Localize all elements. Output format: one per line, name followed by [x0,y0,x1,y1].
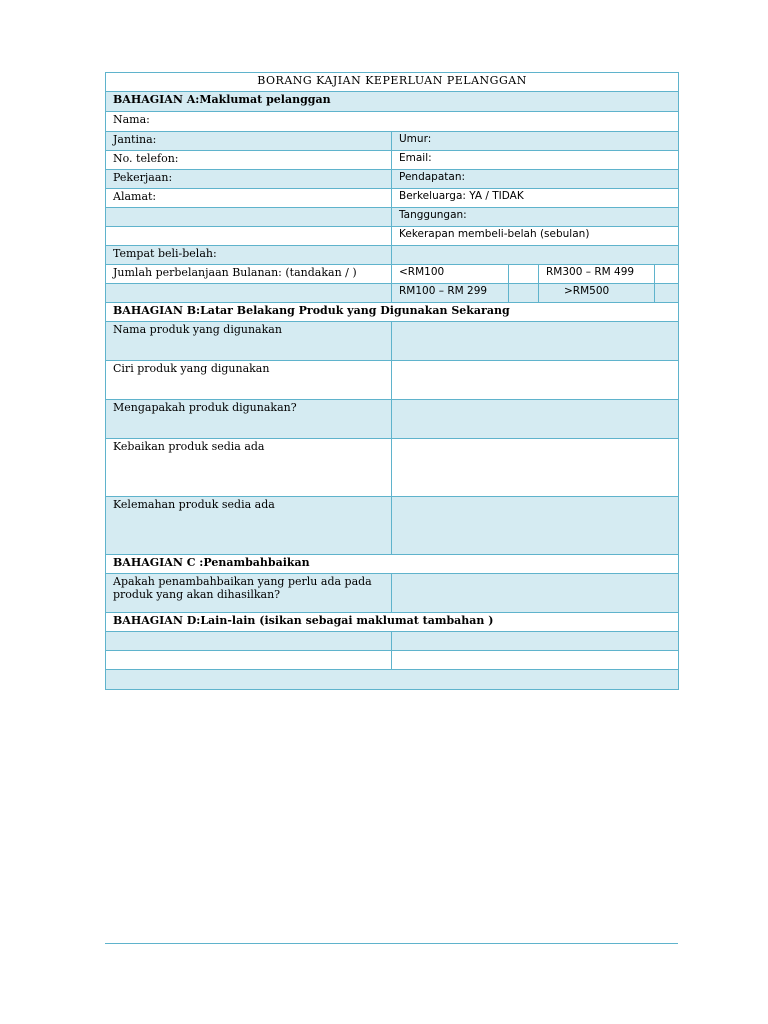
field-berkeluarga[interactable]: Berkeluarga: YA / TIDAK [392,189,679,208]
range-over-500-checkbox[interactable] [655,284,679,303]
field-pekerjaan[interactable]: Pekerjaan: [106,170,392,189]
customer-needs-form [105,72,679,690]
answer-penambahbaikan[interactable] [392,574,679,613]
section-a-heading: BAHAGIAN A:Maklumat pelanggan [106,92,679,112]
label-mengapa: Mengapakah produk digunakan? [106,400,392,439]
field-pendapatan[interactable]: Pendapatan: [392,170,679,189]
lain-lain-row-2-right[interactable] [392,651,679,670]
answer-ciri-produk[interactable] [392,361,679,400]
answer-nama-produk[interactable] [392,322,679,361]
field-alamat[interactable]: Alamat: [106,189,392,208]
field-kekerapan[interactable]: Kekerapan membeli-belah (sebulan) [392,227,679,246]
label-kelemahan: Kelemahan produk sedia ada [106,497,392,555]
field-tanggungan[interactable]: Tanggungan: [392,208,679,227]
range-100-299-label: RM100 – RM 299 [392,284,509,303]
field-alamat-line-3[interactable] [106,227,392,246]
label-kebaikan: Kebaikan produk sedia ada [106,439,392,497]
lain-lain-row-2-left[interactable] [106,651,392,670]
field-alamat-line-2[interactable] [106,208,392,227]
answer-kelemahan[interactable] [392,497,679,555]
range-over-500-label: >RM500 [539,284,655,303]
range-100-299-checkbox[interactable] [509,284,539,303]
label-penambahbaikan: Apakah penambahbaikan yang perlu ada pada produk yang akan dihasilkan? [106,574,392,613]
lain-lain-row-1-left[interactable] [106,632,392,651]
label-nama-produk: Nama produk yang digunakan [106,322,392,361]
field-jumlah-blank [106,284,392,303]
label-ciri-produk: Ciri produk yang digunakan [106,361,392,400]
field-telefon[interactable]: No. telefon: [106,151,392,170]
section-d-heading: BAHAGIAN D:Lain-lain (isikan sebagai maklumat tambahan ) [106,613,679,632]
page-footer-divider [105,943,678,944]
section-c-heading: BAHAGIAN C :Penambahbaikan [106,555,679,574]
field-jumlah: Jumlah perbelanjaan Bulanan: (tandakan / ) [106,265,392,284]
answer-kebaikan[interactable] [392,439,679,497]
lain-lain-row-3[interactable] [106,670,679,690]
field-tempat-answer[interactable] [392,246,679,265]
range-under-100-checkbox[interactable] [509,265,539,284]
field-umur[interactable]: Umur: [392,132,679,151]
lain-lain-row-1-right[interactable] [392,632,679,651]
section-b-heading: BAHAGIAN B:Latar Belakang Produk yang Digunakan Sekarang [106,303,679,322]
form-title: BORANG KAJIAN KEPERLUAN PELANGGAN [106,73,679,92]
field-email[interactable]: Email: [392,151,679,170]
range-under-100-label: <RM100 [392,265,509,284]
range-300-499-label: RM300 – RM 499 [539,265,655,284]
answer-mengapa[interactable] [392,400,679,439]
field-tempat[interactable]: Tempat beli-belah: [106,246,392,265]
field-jantina[interactable]: Jantina: [106,132,392,151]
range-300-499-checkbox[interactable] [655,265,679,284]
field-nama[interactable]: Nama: [106,112,679,132]
